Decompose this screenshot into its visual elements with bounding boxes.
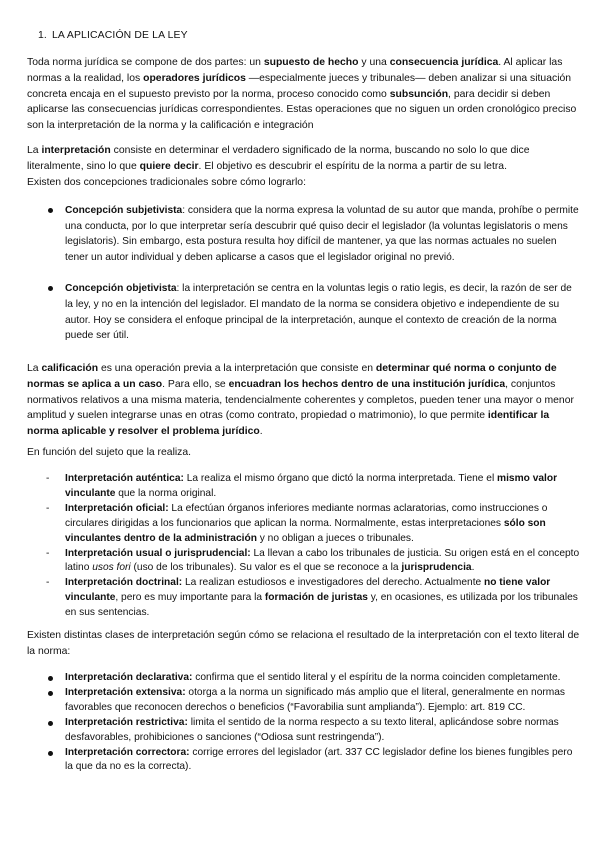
list-item: Concepción objetivista: la interpretación se centra en la voluntas legis o ratio legis, es decir, la razón de ser de la ley, y no en la intención del legislador. El mandato de la norma se considera objetivo e independiente de su autor. Hoy se considera el enfoque principal de la interpretación, aunque el contexto de creación de la norma puede ser útil. — [27, 281, 580, 343]
section-number: 1. — [38, 30, 47, 41]
list-item: Interpretación restrictiva: limita el sentido de la norma respecto a su texto literal, aplicándose sobre normas desfavorables, prohibiciones o sanciones (“Odiosa sunt restringenda”). — [27, 716, 580, 746]
subjects-list — [27, 472, 580, 621]
list-item: - Interpretación auténtica: La realiza el mismo órgano que dictó la norma interpretada. Tiene el mismo valor vinculante que la norma original. — [46, 473, 558, 499]
section-title: LA APLICACIÓN DE LA LEY — [52, 30, 188, 41]
classes-list — [27, 671, 580, 775]
list-item: - Interpretación usual o jurisprudencial: La llevan a cabo los tribunales de justicia. Su origen está en el concepto latino usos fori (uso de los tribunales). Su valor es el que se reconoce a la jurisprudencia. — [46, 547, 580, 574]
bullet-dot-icon — [48, 208, 53, 213]
list-item: Interpretación correctora: corrige errores del legislador (art. 337 CC legislador define los bienes fungibles pero la que da no es la correcta). — [27, 746, 580, 776]
list-item: Interpretación declarativa: confirma que el sentido literal y el espíritu de la norma coinciden completamente. — [27, 671, 580, 686]
bullet-dot-icon — [48, 676, 53, 681]
paragraph-norma-juridica: Toda norma jurídica se compone de dos partes: un supuesto de hecho y una consecuencia jurídica. Al aplicar las normas a la realidad, los operadores jurídicos —especialmente jueces y tribunales— deben analizar si una situación concreta encaja en el supuesto previsto por la norma, proceso conocido como subsunción, para decidir si deben aplicarse las consecuencias jurídicas correspondientes. Estas operaciones que no siguen un orden cronológico preciso son la interpretación de la norma y la calificación e integración — [27, 57, 577, 132]
list-item: - Interpretación oficial: La efectúan órganos inferiores mediante normas aclaratorias, como instrucciones o circulares dirigidas a los funcionarios que aplican la norma. Normalmente, estas interpretaciones sólo son vinculantes dentro de la administración y no obligan a jueces o tribunales. — [46, 502, 548, 544]
dash-marker: - — [46, 502, 50, 514]
paragraph-interpretacion: La interpretación consiste en determinar el verdadero significado de la norma, buscando no solo lo que dice literalmente, sino lo que quiere decir. El objetivo es descubrir el espíritu de la norma a partir de su letra. Existen dos concepciones tradicionales sobre cómo lograrlo: — [27, 145, 530, 188]
dash-marker: - — [46, 547, 50, 559]
paragraph-sujeto: En función del sujeto que la realiza. — [27, 447, 192, 458]
list-item: Concepción subjetivista: considera que la norma expresa la voluntad de su autor que manda, prohíbe o permite una conducta, por lo que interpretar sería descubrir qué quiso decir el legislador (la voluntas legislatoris o mens legislatoris). Sin embargo, esta postura resulta hoy difícil de mantener, ya que las normas actuales no suelen tener un autor individual y deben aplicarse a casos que el legislador original no previó. — [27, 203, 580, 265]
dash-marker: - — [46, 473, 50, 484]
list-item: Interpretación extensiva: otorga a la norma un significado más amplio que el literal, generalmente en normas favorables que reconocen derechos o beneficios (“Favorabilia sunt amplianda”). Ejemplo: art. 819 CC. — [27, 686, 580, 716]
paragraph-clases: Existen distintas clases de interpretación según cómo se relaciona el resultado de la interpretación con el texto literal de la norma: — [27, 630, 580, 657]
conceptions-list — [27, 203, 580, 344]
paragraph-calificacion: La calificación es una operación previa a la interpretación que consiste en determinar qué norma o conjunto de normas se aplica a un caso. Para ello, se encuadran los hechos dentro de una institución jurídica, conjuntos normativos relativos a una misma materia, tendencialmente coherentes y completos, pueden tener una mayor o menor amplitud y suelen integrarse unas en otras (como contrato, propiedad o matrimonio), lo que permite identificar la norma aplicable y resolver el problema jurídico. — [27, 363, 574, 438]
bullet-dot-icon — [48, 691, 53, 696]
bullet-dot-icon — [48, 721, 53, 726]
list-item: - Interpretación doctrinal: La realizan estudiosos e investigadores del derecho. Actualmente no tiene valor vinculante, pero es muy importante para la formación de juristas y, en ocasiones, es utilizada por los tribunales en sus sentencias. — [46, 577, 578, 619]
dash-marker: - — [46, 577, 50, 589]
bullet-dot-icon — [48, 751, 53, 756]
section-heading — [38, 30, 538, 42]
bullet-dot-icon — [48, 286, 53, 291]
